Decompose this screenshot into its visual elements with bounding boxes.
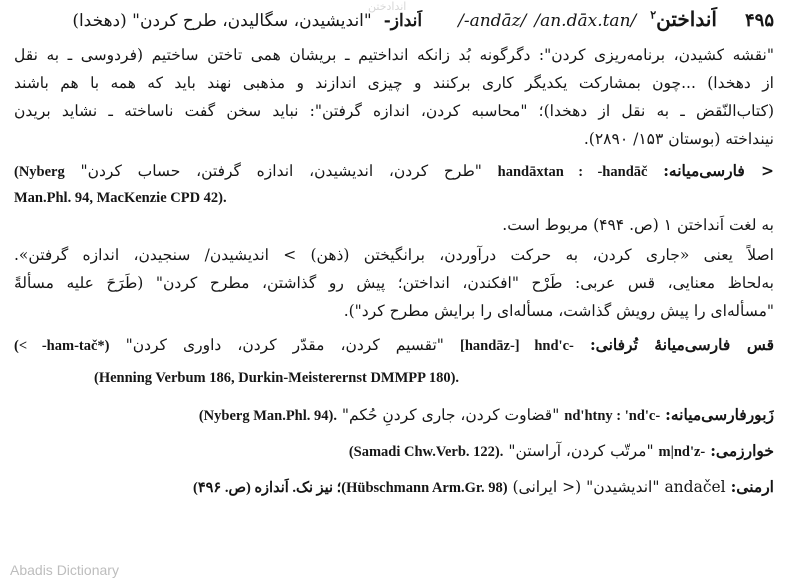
site-watermark: Abadis Dictionary: [10, 562, 119, 578]
definition-line-1: "نقشه کشیدن، برنامه‌ریزی کردن": دگرگونه بُد زانکه انداختیم ـ بریشان همی تاختن ساختیم (فردوسی ـ به نقل: [14, 46, 774, 64]
armenian-gloss: "اندیشیدن" (< ایرانی): [512, 478, 660, 496]
middle-persian-line: [14, 160, 774, 182]
zoroastrian-form: nd'htny : 'nd'c-: [564, 408, 661, 424]
headword: [650, 7, 717, 31]
khwarezmian-form: m|nd'z-: [658, 444, 706, 460]
stem-form: اَنداز-: [383, 11, 423, 31]
khwarezmian-gloss: "مرتّب کردن، آراستن": [508, 442, 654, 460]
zoroastrian-gloss: "قضاوت کردن، جاری کردنِ حُکم": [341, 406, 560, 424]
stem-transliteration: /-andāz/: [458, 11, 527, 31]
khwarezmian-prefix: خوارزمی:: [710, 441, 774, 460]
armenian-source: (Hübschmann Arm.Gr. 98)؛ نیز نک. اَندازه (ص. ۴۹۶): [193, 480, 508, 496]
top-watermark: اندادختن: [368, 0, 407, 13]
turfan-line: [14, 334, 774, 356]
mp-prefix: < فارسی‌میانه:: [663, 161, 774, 180]
mp-gloss: "طرح کردن، اندیشیدن، اندازه گرفتن، حساب کردن": [80, 162, 482, 180]
turfan-form: [handāz-] hnd'c-: [459, 338, 574, 354]
mp-source: (Nyberg: [14, 164, 65, 180]
zoroastrian-line: [14, 404, 774, 426]
turfan-reference: (Henning Verbum 186, Durkin-Meisterernst DMMPP 180).: [94, 370, 460, 386]
headword-superscript: ۲: [650, 8, 657, 22]
definition-line-3: (کتاب‌النّقض ـ به نقل از دهخدا)؛ "محاسبه کردن، اندازه گرفتن": نباید سخن گفت ناساخته ـ نشاید بریدن: [14, 102, 774, 120]
headword-text: اَنداختن: [656, 7, 717, 31]
origin-line-3: "مسأله‌ای را پیش رویش گذاشت، مسأله‌ای را برایش مطرح کرد").: [343, 302, 774, 320]
turfan-prefix: قس فارسی‌میانهٔ تُرفانی:: [589, 335, 774, 354]
mp-reference-line: [14, 186, 774, 208]
turfan-gloss: "تقسیم کردن، مقدّر کردن، داوری کردن": [125, 336, 444, 354]
zoroastrian-prefix: زَبورفارسی‌میانه:: [665, 405, 774, 424]
khwarezmian-source: (Samadi Chw.Verb. 122).: [348, 444, 504, 460]
turfan-reference-line: [14, 366, 774, 388]
khwarezmian-line: [14, 440, 774, 462]
mp-form: handāxtan : -handāč: [497, 164, 648, 180]
entry-header: [14, 7, 774, 37]
armenian-prefix: ارمنی:: [730, 477, 774, 496]
armenian-form: andačel: [664, 478, 726, 496]
turfan-source: (< -ham-tač*): [14, 338, 110, 354]
origin-line-1: اصلاً یعنی «جاری کردن، به حرکت درآوردن، برانگیختن (ذهن) > اندیشیدن/ سنجیدن، اندازه گرفتن».: [14, 246, 774, 264]
headword-transliteration: /an.dāx.tan/: [534, 11, 637, 31]
page-number: ۴۹۵: [744, 10, 774, 31]
definition-line-2: از دهخدا) ...چون بمشارکت یکدیگر کاری برکنند و چیزی اندازند و مذهبی نهند باید که همه با هم باشند: [14, 74, 774, 92]
refer-line: به لغت اَنداختن ۱ (ص. ۴۹۴) مربوط است.: [502, 216, 774, 234]
mp-reference: Man.Phl. 94, MacKenzie CPD 42).: [14, 190, 227, 206]
zoroastrian-source: (Nyberg Man.Phl. 94).: [198, 408, 337, 424]
armenian-line: [14, 476, 774, 498]
headword-glosses: "اندیشیدن، سگالیدن، طرح کردن" (دهخدا): [72, 11, 372, 31]
origin-line-2: به‌لحاظ معنایی، قس عربی: طَرْح "افکندن، انداختن؛ پیش رو گذاشتن، مطرح کردن" (طَرَحَ علیه مسألةً: [14, 274, 774, 292]
definition-line-4: نینداخته (بوستان ۱۵۳/ ۲۸۹۰).: [583, 130, 774, 148]
